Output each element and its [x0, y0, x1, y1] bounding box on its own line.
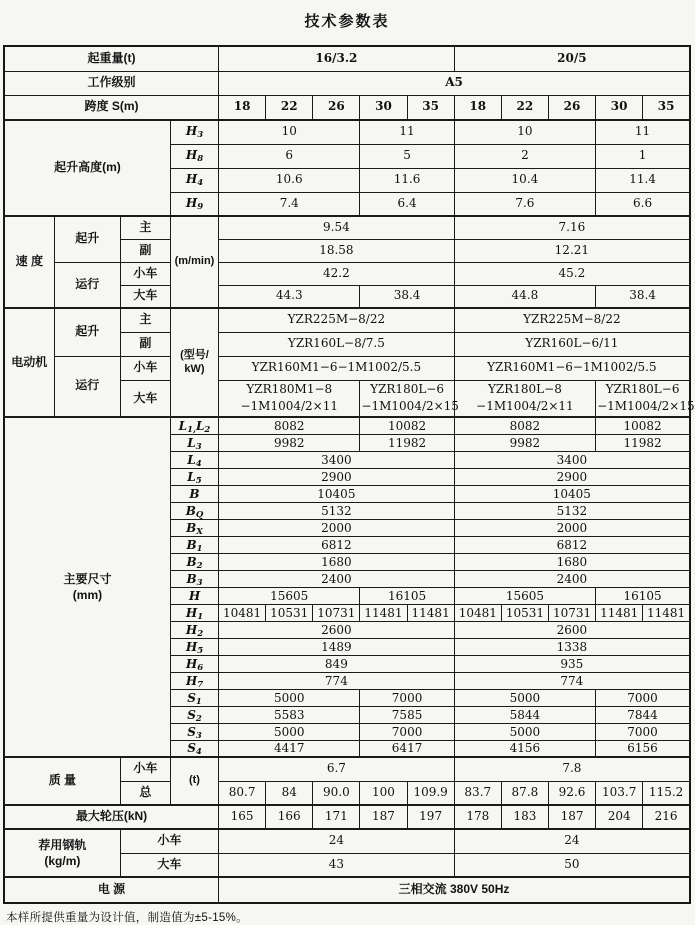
value-cell: 183 — [501, 805, 548, 829]
page-title: 技术参数表 — [304, 13, 390, 30]
value-cell: YZR160L−8/7.5 — [219, 332, 455, 356]
value-cell: 11481 — [360, 604, 407, 621]
value-cell: 44.8 — [454, 285, 595, 308]
value-cell: 935 — [454, 655, 690, 672]
value-cell: 10405 — [219, 485, 455, 502]
value-cell: 30 — [360, 95, 407, 120]
value-cell: 166 — [266, 805, 313, 829]
value-cell: 9982 — [219, 434, 360, 451]
value-cell: 8082 — [454, 417, 595, 434]
value-cell: $B_2$ — [170, 553, 218, 570]
value-cell: B — [170, 485, 218, 502]
row-label-power-supply: 电 源 — [4, 877, 219, 903]
row-label-recommended-rail: 荐用钢轨 (kg/m) — [4, 829, 120, 877]
value-cell: 5132 — [219, 502, 455, 519]
value-cell: 11481 — [643, 604, 690, 621]
value-cell: 45.2 — [454, 262, 690, 285]
row-label-duty-class: 工作级别 — [4, 71, 219, 95]
parameters-table-body — [4, 46, 695, 903]
table-row — [4, 46, 690, 71]
label-cell: 小车 — [120, 757, 170, 781]
value-cell: 5000 — [454, 723, 595, 740]
value-cell: 204 — [596, 805, 643, 829]
value-cell: $B_1$ — [170, 536, 218, 553]
value-cell: $H_5$ — [170, 638, 218, 655]
value-cell: 11.6 — [360, 168, 454, 192]
value-cell: 171 — [313, 805, 360, 829]
label-cell: 起升 — [54, 308, 120, 356]
value-cell: 2600 — [454, 621, 690, 638]
value-cell: 80.7 — [219, 781, 266, 805]
value-cell: 7.8 — [454, 757, 690, 781]
value-cell: 1489 — [219, 638, 455, 655]
value-cell: 7585 — [360, 706, 454, 723]
value-cell: $L_5$ — [170, 468, 218, 485]
value-cell: $H_3$ — [170, 120, 218, 144]
value-cell: 2000 — [219, 519, 455, 536]
power-supply-value: 三相交流 380V 50Hz — [219, 877, 690, 903]
value-cell: A5 — [219, 71, 690, 95]
value-cell: 50 — [454, 853, 690, 877]
value-cell: 7000 — [596, 689, 690, 706]
table-row — [4, 805, 690, 829]
value-cell: 26 — [313, 95, 360, 120]
row-label-lifting-capacity: 起重量(t) — [4, 46, 219, 71]
label-cell: 起升 — [54, 216, 120, 262]
table-row — [4, 262, 690, 285]
value-cell: 90.0 — [313, 781, 360, 805]
value-cell: 6812 — [219, 536, 455, 553]
value-cell: 187 — [548, 805, 595, 829]
value-cell: 11481 — [596, 604, 643, 621]
value-cell: 16/3.2 — [219, 46, 455, 71]
value-cell: 6156 — [596, 740, 690, 757]
value-cell: 18.58 — [219, 239, 455, 262]
value-cell: 1680 — [219, 553, 455, 570]
value-cell: YZR160M1−6−1M1002/5.5 — [454, 356, 690, 380]
value-cell: 165 — [219, 805, 266, 829]
value-cell: $L_4$ — [170, 451, 218, 468]
row-label-lifting-height: 起升高度(m) — [4, 120, 170, 216]
unit-cell-speed: (m/min) — [170, 216, 218, 308]
label-cell: 小车 — [120, 356, 170, 380]
value-cell: YZR180L−6 −1M1004/2×15 — [596, 380, 690, 417]
value-cell: 22 — [501, 95, 548, 120]
value-cell: $S_4$ — [170, 740, 218, 757]
value-cell: 774 — [219, 672, 455, 689]
table-row — [4, 877, 690, 903]
label-cell: 副 — [120, 332, 170, 356]
value-cell: 10.6 — [219, 168, 360, 192]
value-cell: YZR160M1−6−1M1002/5.5 — [219, 356, 455, 380]
value-cell: 11481 — [407, 604, 454, 621]
value-cell: $H_4$ — [170, 168, 218, 192]
value-cell: $S_2$ — [170, 706, 218, 723]
value-cell: 11 — [596, 120, 690, 144]
value-cell: $H_1$ — [170, 604, 218, 621]
value-cell: YZR225M−8/22 — [454, 308, 690, 332]
value-cell: $S_1$ — [170, 689, 218, 706]
value-cell: H — [170, 587, 218, 604]
value-cell: YZR225M−8/22 — [219, 308, 455, 332]
label-cell: 副 — [120, 239, 170, 262]
parameters-table — [3, 45, 695, 904]
value-cell: 43 — [219, 853, 455, 877]
value-cell: 10731 — [313, 604, 360, 621]
value-cell: 11.4 — [596, 168, 690, 192]
value-cell: 16105 — [596, 587, 690, 604]
value-cell: 11982 — [360, 434, 454, 451]
value-cell: 24 — [454, 829, 690, 853]
value-cell: 2900 — [454, 468, 690, 485]
value-cell: 5000 — [454, 689, 595, 706]
value-cell: $L_{1,}L_2$ — [170, 417, 218, 434]
value-cell: 4417 — [219, 740, 360, 757]
label-cell: 小车 — [120, 829, 218, 853]
value-cell: 5132 — [454, 502, 690, 519]
table-row — [4, 829, 690, 853]
value-cell: 2600 — [219, 621, 455, 638]
value-cell: 30 — [596, 95, 643, 120]
value-cell: YZR180L−6 −1M1004/2×15 — [360, 380, 454, 417]
value-cell: 12.21 — [454, 239, 690, 262]
label-cell: 主 — [120, 308, 170, 332]
value-cell: $H_7$ — [170, 672, 218, 689]
value-cell: 9982 — [454, 434, 595, 451]
value-cell: 22 — [266, 95, 313, 120]
value-cell: 115.2 — [643, 781, 690, 805]
unit-cell-motor: (型号/ kW) — [170, 308, 218, 417]
value-cell: 38.4 — [596, 285, 690, 308]
value-cell: 178 — [454, 805, 501, 829]
value-cell: 5583 — [219, 706, 360, 723]
row-label-motor: 电动机 — [4, 308, 54, 417]
value-cell: $H_9$ — [170, 192, 218, 216]
table-row — [4, 71, 690, 95]
value-cell: 7.4 — [219, 192, 360, 216]
value-cell: 3400 — [454, 451, 690, 468]
value-cell: 5844 — [454, 706, 595, 723]
unit-cell-mass: (t) — [170, 757, 218, 805]
value-cell: 92.6 — [548, 781, 595, 805]
row-label-mass: 质 量 — [4, 757, 120, 805]
value-cell: 24 — [219, 829, 455, 853]
value-cell: 2400 — [219, 570, 455, 587]
value-cell: 6812 — [454, 536, 690, 553]
value-cell: $H_2$ — [170, 621, 218, 638]
label-cell: 运行 — [54, 262, 120, 308]
value-cell: 18 — [454, 95, 501, 120]
value-cell: 6.6 — [596, 192, 690, 216]
label-cell: 总 — [120, 781, 170, 805]
value-cell: 197 — [407, 805, 454, 829]
value-cell: $S_3$ — [170, 723, 218, 740]
value-cell: 26 — [548, 95, 595, 120]
value-cell: 100 — [360, 781, 407, 805]
value-cell: 38.4 — [360, 285, 454, 308]
value-cell: 42.2 — [219, 262, 455, 285]
footer-note: 本样所提供重量为设计值，制造值为±5-15%。 — [6, 912, 248, 924]
value-cell: 3400 — [219, 451, 455, 468]
value-cell: 15605 — [454, 587, 595, 604]
value-cell: 7000 — [596, 723, 690, 740]
value-cell: 20/5 — [454, 46, 690, 71]
value-cell: 2900 — [219, 468, 455, 485]
value-cell: $B_Q$ — [170, 502, 218, 519]
label-cell: 主 — [120, 216, 170, 239]
value-cell: 87.8 — [501, 781, 548, 805]
value-cell: 11 — [360, 120, 454, 144]
value-cell: 10405 — [454, 485, 690, 502]
value-cell: 44.3 — [219, 285, 360, 308]
value-cell: 10082 — [596, 417, 690, 434]
row-label-main-dimensions: 主要尺寸 (mm) — [4, 417, 170, 757]
table-row — [4, 356, 690, 380]
value-cell: 7000 — [360, 689, 454, 706]
value-cell: 18 — [219, 95, 266, 120]
value-cell: $H_6$ — [170, 655, 218, 672]
value-cell: 5000 — [219, 723, 360, 740]
value-cell: 1680 — [454, 553, 690, 570]
value-cell: 15605 — [219, 587, 360, 604]
value-cell: $B_X$ — [170, 519, 218, 536]
value-cell: 10.4 — [454, 168, 595, 192]
row-label-span: 跨度 S(m) — [4, 95, 219, 120]
value-cell: $B_3$ — [170, 570, 218, 587]
value-cell: 2 — [454, 144, 595, 168]
value-cell: 2400 — [454, 570, 690, 587]
row-label-speed: 速 度 — [4, 216, 54, 308]
value-cell: 5 — [360, 144, 454, 168]
value-cell: 1 — [596, 144, 690, 168]
table-row — [4, 417, 690, 434]
label-cell: 运行 — [54, 356, 120, 417]
value-cell: 5000 — [219, 689, 360, 706]
value-cell: YZR160L−6/11 — [454, 332, 690, 356]
value-cell: 216 — [643, 805, 690, 829]
value-cell: YZR180M1−8 −1M1004/2×11 — [219, 380, 360, 417]
value-cell: 10 — [219, 120, 360, 144]
value-cell: 2000 — [454, 519, 690, 536]
label-cell: 大车 — [120, 285, 170, 308]
table-row — [4, 120, 690, 144]
value-cell: 10531 — [501, 604, 548, 621]
value-cell: 35 — [643, 95, 690, 120]
row-label-max-wheel-load: 最大轮压(kN) — [4, 805, 219, 829]
value-cell: 10082 — [360, 417, 454, 434]
value-cell: 187 — [360, 805, 407, 829]
value-cell: 4156 — [454, 740, 595, 757]
value-cell: 109.9 — [407, 781, 454, 805]
value-cell: 849 — [219, 655, 455, 672]
value-cell: YZR180L−8 −1M1004/2×11 — [454, 380, 595, 417]
value-cell: 6417 — [360, 740, 454, 757]
value-cell: 11982 — [596, 434, 690, 451]
value-cell: 7.16 — [454, 216, 690, 239]
value-cell: 6.7 — [219, 757, 455, 781]
value-cell: 8082 — [219, 417, 360, 434]
value-cell: $L_3$ — [170, 434, 218, 451]
label-cell: 大车 — [120, 380, 170, 417]
table-row — [4, 216, 690, 239]
label-cell: 大车 — [120, 853, 218, 877]
value-cell: 10 — [454, 120, 595, 144]
value-cell: 1338 — [454, 638, 690, 655]
value-cell: 35 — [407, 95, 454, 120]
value-cell: 16105 — [360, 587, 454, 604]
value-cell: 84 — [266, 781, 313, 805]
value-cell: 103.7 — [596, 781, 643, 805]
table-row — [4, 757, 690, 781]
value-cell: 6 — [219, 144, 360, 168]
value-cell: 10481 — [219, 604, 266, 621]
table-row — [4, 95, 690, 120]
value-cell: 7844 — [596, 706, 690, 723]
value-cell: 9.54 — [219, 216, 455, 239]
value-cell: 10731 — [548, 604, 595, 621]
value-cell: 10481 — [454, 604, 501, 621]
value-cell: 83.7 — [454, 781, 501, 805]
label-cell: 小车 — [120, 262, 170, 285]
value-cell: 774 — [454, 672, 690, 689]
value-cell: 6.4 — [360, 192, 454, 216]
table-row — [4, 308, 690, 332]
value-cell: 7000 — [360, 723, 454, 740]
value-cell: $H_8$ — [170, 144, 218, 168]
value-cell: 10531 — [266, 604, 313, 621]
value-cell: 7.6 — [454, 192, 595, 216]
